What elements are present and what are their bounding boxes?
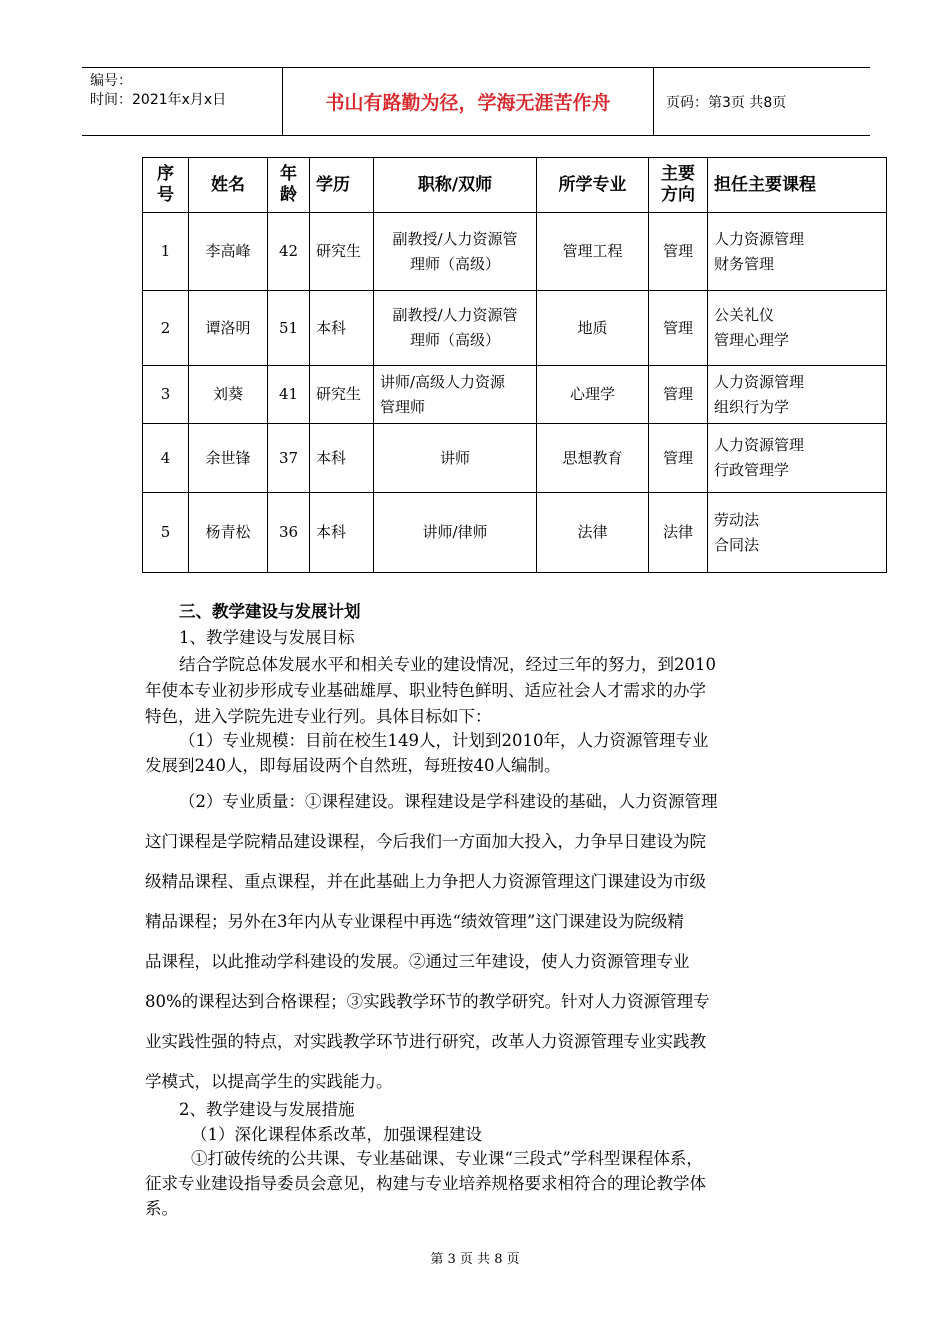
cell-direction: 管理 — [649, 213, 708, 291]
col-header-major: 所学专业 — [537, 158, 649, 213]
cell-direction: 管理 — [649, 366, 708, 424]
cell-name: 谭洛明 — [189, 291, 268, 366]
cell-no: 4 — [143, 424, 189, 493]
paragraph-line: 品课程，以此推动学科建设的发展。②通过三年建设，使人力资源管理专业 — [145, 952, 690, 971]
subsection-heading: 2、教学建设与发展措施 — [179, 1100, 355, 1119]
subsection-heading: 1、教学建设与发展目标 — [179, 628, 355, 647]
cell-age: 37 — [268, 424, 310, 493]
cell-courses: 人力资源管理 财务管理 — [708, 213, 887, 291]
cell-major: 地质 — [537, 291, 649, 366]
paragraph-line: 结合学院总体发展水平和相关专业的建设情况，经过三年的努力，到2010 — [179, 655, 716, 674]
cell-education: 本科 — [310, 493, 374, 573]
paragraph-line: 年使本专业初步形成专业基础雄厚、职业特色鲜明、适应社会人才需求的办学 — [145, 681, 706, 700]
paragraph-line: 这门课程是学院精品建设课程，今后我们一方面加大投入，力争早日建设为院 — [145, 832, 706, 851]
cell-courses: 人力资源管理 行政管理学 — [708, 424, 887, 493]
cell-education: 本科 — [310, 291, 374, 366]
cell-no: 1 — [143, 213, 189, 291]
subsection-heading: （1）深化课程体系改革，加强课程建设 — [191, 1125, 482, 1144]
cell-direction: 管理 — [649, 424, 708, 493]
cell-courses: 公关礼仪 管理心理学 — [708, 291, 887, 366]
cell-title: 讲师 — [374, 424, 537, 493]
paragraph-line: 精品课程；另外在3年内从专业课程中再选“绩效管理”这门课建设为院级精 — [145, 912, 684, 931]
paragraph-line: 业实践性强的特点，对实践教学环节进行研究，改革人力资源管理专业实践教 — [145, 1032, 706, 1051]
cell-major: 管理工程 — [537, 213, 649, 291]
section-title: 三、教学建设与发展计划 — [179, 602, 361, 621]
paragraph-line: （1）专业规模：目前在校生149人，计划到2010年，人力资源管理专业 — [179, 731, 709, 750]
body-text — [145, 0, 817, 1240]
header-page-label: 页码：第3页 共8页 — [666, 94, 787, 111]
paragraph-line: 级精品课程、重点课程，并在此基础上力争把人力资源管理这门课建设为市级 — [145, 872, 706, 891]
cell-no: 5 — [143, 493, 189, 573]
paragraph-line: ①打破传统的公共课、专业基础课、专业课“三段式”学科型课程体系， — [191, 1149, 703, 1168]
paragraph-line: 特色，进入学院先进专业行列。具体目标如下： — [145, 707, 492, 726]
col-header-seq: 序 号 — [143, 158, 189, 213]
cell-direction: 法律 — [649, 493, 708, 573]
cell-title: 讲师/高级人力资源 管理师 — [374, 366, 537, 424]
cell-courses: 劳动法 合同法 — [708, 493, 887, 573]
cell-age: 36 — [268, 493, 310, 573]
paragraph-line: （2）专业质量：①课程建设。课程建设是学科建设的基础，人力资源管理 — [179, 792, 718, 811]
cell-education: 研究生 — [310, 213, 374, 291]
paragraph-line: 征求专业建设指导委员会意见，构建与专业培养规格要求相符合的理论教学体 — [145, 1174, 706, 1193]
cell-title: 副教授/人力资源管 理师（高级） — [374, 213, 537, 291]
cell-title: 副教授/人力资源管 理师（高级） — [374, 291, 537, 366]
header-motto: 书山有路勤为径，学海无涯苦作舟 — [283, 68, 654, 135]
cell-education: 研究生 — [310, 366, 374, 424]
paragraph-line: 80%的课程达到合格课程；③实践教学环节的教学研究。针对人力资源管理专 — [145, 992, 710, 1011]
cell-major: 心理学 — [537, 366, 649, 424]
col-header-education: 学历 — [310, 158, 374, 213]
doc-time-label: 时间：2021年x月x日 — [90, 92, 227, 108]
col-header-title: 职称/双师 — [374, 158, 537, 213]
cell-direction: 管理 — [649, 291, 708, 366]
cell-name: 刘葵 — [189, 366, 268, 424]
cell-age: 51 — [268, 291, 310, 366]
cell-no: 3 — [143, 366, 189, 424]
paragraph-line: 发展到240人，即每届设两个自然班，每班按40人编制。 — [145, 756, 561, 775]
cell-age: 41 — [268, 366, 310, 424]
cell-education: 本科 — [310, 424, 374, 493]
col-header-name: 姓名 — [189, 158, 268, 213]
cell-title: 讲师/律师 — [374, 493, 537, 573]
cell-major: 思想教育 — [537, 424, 649, 493]
col-header-age: 年 龄 — [268, 158, 310, 213]
doc-number-label: 编号： — [90, 73, 132, 89]
paragraph-line: 学模式，以提高学生的实践能力。 — [145, 1072, 393, 1091]
cell-major: 法律 — [537, 493, 649, 573]
cell-name: 杨青松 — [189, 493, 268, 573]
col-header-courses: 担任主要课程 — [708, 158, 887, 213]
cell-name: 李高峰 — [189, 213, 268, 291]
cell-no: 2 — [143, 291, 189, 366]
cell-name: 余世锋 — [189, 424, 268, 493]
cell-age: 42 — [268, 213, 310, 291]
cell-courses: 人力资源管理 组织行为学 — [708, 366, 887, 424]
page-footer: 第 3 页 共 8 页 — [430, 1252, 520, 1267]
paragraph-line: 系。 — [145, 1199, 178, 1218]
col-header-direction: 主要 方向 — [649, 158, 708, 213]
